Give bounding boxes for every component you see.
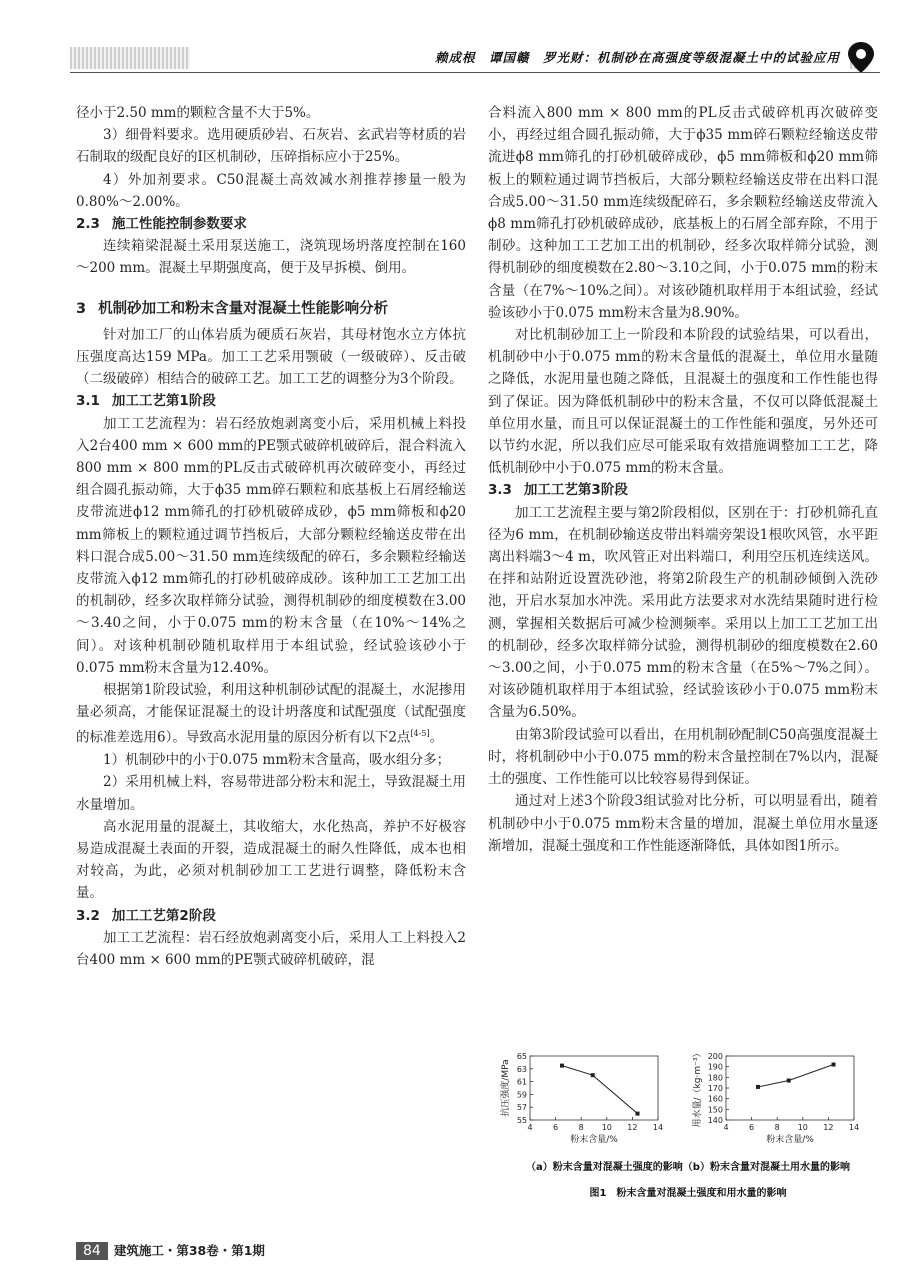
plot-frame-a [530,1056,658,1120]
data-point [560,1064,564,1068]
page-footer [76,1240,265,1262]
series-line [562,1066,638,1114]
y-tick-label: 63 [516,1064,527,1074]
y-tick-label: 61 [516,1077,527,1087]
x-axis-label: 粉末含量/% [766,1135,814,1145]
figure-charts [488,1046,888,1158]
series-line [758,1065,834,1087]
paragraph: 加工工艺流程为：岩石经放炮剥离变小后，采用机械上料投入2台400 mm × 600 mm的PE颚式破碎机破碎后，混合料流入800 mm × 800 mm的PL反击式破碎机再次破碎变小，再经过组合圆孔振动筛，大于ϕ35 mm碎石颗粒和底基板上石屑经输送皮带流进ϕ12 mm筛孔的打砂机破碎成砂，ϕ5 mm筛板和ϕ20 mm筛板上的颗粒通过调节挡板后，大部分颗粒经输送皮带在出料口混合成5.00～31.50 mm连续级配的碎石，多余颗粒经输送皮带流入ϕ12 mm筛孔的打砂机破碎成砂。该种加工工艺加工出的机制砂，经多次取样筛分试验，测得机制砂的细度模数在3.00～3.40之间，小于0.075 mm的粉末含量（在10%～14%之间）。对该种机制砂随机取样用于本组试验，经试验该砂小于0.075 mm粉末含量为12.40%。 [76,415,466,676]
x-axis-label: 粉末含量/% [570,1135,618,1145]
section-heading-3-1 [76,390,466,412]
y-tick-label: 180 [707,1073,723,1083]
section-title: 机制砂加工和粉末含量对混凝土性能影响分析 [98,300,389,317]
section-heading-3-2 [76,905,466,927]
x-tick-label: 10 [797,1123,808,1132]
running-header [0,40,920,74]
list-item: 2）采用机械上料，容易带进部分粉末和泥土，导致混凝土用水量增加。 [76,774,466,813]
running-title: 赖成根 谭国赣 罗光财：机制砂在高强度等级混凝土中的试验应用 [190,47,850,69]
section-number: 3.2 [76,907,100,924]
y-tick-label: 160 [707,1094,723,1104]
figure-subcaptions: （a）粉末含量对混凝土强度的影响（b）粉末含量对混凝土用水量的影响 [526,1162,850,1173]
y-tick-label: 55 [516,1116,527,1125]
data-point [787,1079,791,1083]
section-number: 3.1 [76,393,100,410]
x-tick-label: 14 [652,1123,664,1132]
paragraph: 3）细骨料要求。选用硬质砂岩、石灰岩、玄武岩等材质的岩石制取的级配良好的Ⅰ区机制砂，压碎指标应小于25%。 [76,127,466,166]
section-title: 施工性能控制参数要求 [111,216,247,233]
paragraph: 针对加工厂的山体岩质为硬质石灰岩，其母材饱水立方体抗压强度高达159 MPa。加工工艺采用颚破（一级破碎）、反击破（二级破碎）相结合的破碎工艺。加工工艺的调整分为3个阶段。 [76,326,466,388]
left-column [76,102,466,971]
paragraph: 径小于2.50 mm的颗粒含量不大于5%。 [76,105,320,121]
x-tick-label: 12 [823,1123,834,1132]
header-rule [70,72,880,73]
data-point [832,1063,836,1067]
paragraph: 由第3阶段试验可以看出，在用机制砂配制C50高强度混凝土时，将机制砂中小于0.075 mm的粉末含量控制在7%以内，混凝土的强度、工作性能可以比较容易得到保证。 [488,726,878,788]
x-tick-label: 6 [749,1123,755,1132]
paragraph-end: 。 [429,729,444,746]
section-title: 加工工艺第3阶段 [523,482,628,499]
paragraph: 连续箱梁混凝土采用泵送施工，浇筑现场坍落度控制在160～200 mm。混凝土早期强度高，便于及早拆模、倒用。 [76,238,466,277]
section-number: 3.3 [488,482,512,499]
x-tick-label: 4 [723,1123,729,1132]
paragraph: 加工工艺流程主要与第2阶段相似，区别在于：打砂机筛孔直径为6 mm，在机制砂输送皮带出料端旁架设1根吹风管，水平距离出料端3～4 m，吹风管正对出料端口，利用空压机连续送风。在拌和站附近设置洗砂池，将第2阶段生产的机制砂倾倒入洗砂池，开启水泵加水冲洗。采用此方法要求对水洗结果随时进行检测，掌握相关数据后可减少检测频率。采用以上加工工艺加工出的机制砂，经多次取样筛分试验，测得机制砂的细度模数在2.60～3.00之间，小于0.075 mm的粉末含量（在5%～7%之间）。对该砂随机取样用于本组试验，经试验该砂小于0.075 mm粉末含量为6.50%。 [488,504,878,721]
page-number: 84 [76,1242,108,1260]
paragraph: 通过对上述3个阶段3组试验对比分析，可以明显看出，随着机制砂中小于0.075 mm粉末含量的增加，混凝土单位用水量逐渐增加，混凝土强度和工作性能逐渐降低，具体如图1所示。 [488,793,878,854]
paragraph: 加工工艺流程：岩石经放炮剥离变小后，采用人工上料投入2台400 mm × 600 mm的PE颚式破碎机破碎，混 [76,929,466,969]
y-tick-label: 57 [516,1103,527,1113]
y-tick-label: 59 [516,1090,527,1100]
y-tick-label: 190 [707,1062,723,1072]
section-title: 加工工艺第2阶段 [111,907,216,924]
y-axis-label: 抗压强度/MPa [501,1059,511,1117]
section-title: 加工工艺第1阶段 [111,393,216,410]
section-heading-2-3 [76,213,466,235]
citation[interactable]: [4-5] [410,729,430,739]
map-pin-icon [844,40,878,76]
paragraph: 对比机制砂加工上一阶段和本阶段的试验结果，可以看出，机制砂中小于0.075 mm的粉末含量低的混凝土，单位用水量随之降低，水泥用量也随之降低，且混凝土的强度和工作性能也得到了保证。因为降低机制砂中的粉末含量，不仅可以降低混凝土单位用水量，而且可以保证混凝土的工作性能和强度，另外还可以节约水泥，所以我们应尽可能采取有效措施调整加工工艺，降低机制砂中小于0.075 mm的粉末含量。 [488,327,878,477]
x-tick-label: 14 [848,1123,860,1132]
paragraph-text: 根据第1阶段试验，利用这种机制砂试配的混凝土，水泥掺用量必须高，才能保证混凝土的设计坍落度和试配强度（试配强度的标准差选用6）。导致高水泥用量的原因分析有以下2点 [76,682,466,746]
y-tick-label: 170 [707,1084,723,1093]
right-column [488,102,878,857]
y-tick-label: 150 [707,1105,723,1115]
section-heading-3 [76,298,466,320]
x-tick-label: 10 [601,1123,612,1132]
y-tick-label: 200 [707,1052,723,1061]
figure-caption: 图1 粉末含量对混凝土强度和用水量的影响 [589,1188,787,1199]
paragraph: 合料流入800 mm × 800 mm的PL反击式破碎机再次破碎变小，再经过组合圆孔振动筛，大于ϕ35 mm碎石颗粒经输送皮带流进ϕ8 mm筛孔的打砂机破碎成砂，ϕ5 mm筛板和ϕ20 mm筛板上的颗粒通过调节挡板后，大部分颗粒经输送皮带在出料口混合成5.00～31.50 mm连续级配碎石，多余颗粒经输送皮带流入ϕ8 mm筛孔打砂机破碎成砂，底基板上的石屑全部弃除，不用于制砂。这种加工工艺加工出的机制砂，经多次取样筛分试验，测得机制砂的细度模数在2.80～3.10之间，小于0.075 mm的粉末含量（在7%～10%之间）。对该砂随机取样用于本组试验，经试验该砂小于0.075 mm粉末含量为8.90%。 [488,105,878,321]
figure-1 [488,1046,888,1206]
x-tick-label: 4 [527,1123,533,1132]
data-point [636,1112,640,1116]
x-tick-label: 12 [627,1123,638,1132]
section-number: 3 [76,300,87,317]
paragraph [76,679,466,749]
list-item: 1）机制砂中的小于0.075 mm粉末含量高，吸水组分多； [103,752,451,769]
paragraph: 4）外加剂要求。C50混凝土高效减水剂推荐掺量一般为0.80%～2.00%。 [76,171,466,210]
y-tick-label: 65 [516,1052,527,1061]
data-point [756,1085,760,1089]
y-tick-label: 140 [707,1116,723,1125]
x-tick-label: 6 [553,1123,559,1132]
x-tick-label: 8 [578,1123,584,1132]
y-axis-label: 用水量/（kg·m⁻³） [693,1048,703,1128]
section-heading-3-3 [488,479,878,501]
x-tick-label: 8 [774,1123,780,1132]
section-number: 2.3 [76,216,100,233]
paragraph: 高水泥用量的混凝土，其收缩大，水化热高，养护不好极容易造成混凝土表面的开裂，造成混凝土的耐久性降低，成本也相对较高，为此，必须对机制砂加工工艺进行调整，降低粉末含量。 [76,818,466,902]
data-point [591,1073,595,1077]
journal-name: 建筑施工・第38卷・第1期 [113,1243,265,1258]
